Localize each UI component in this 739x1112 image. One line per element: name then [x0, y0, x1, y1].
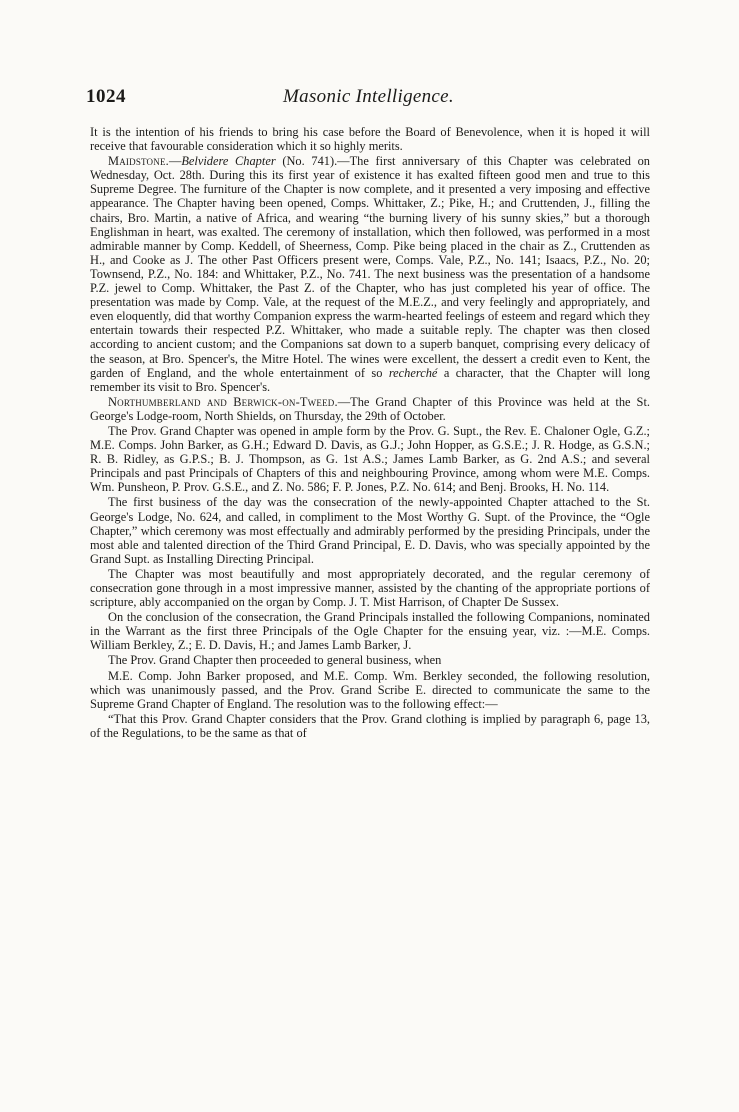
paragraph-text-after: a character, that the Chapter will long remember its visit to Bro. Spencer's.	[90, 365, 650, 394]
page-number: 1024	[86, 86, 126, 107]
running-title: Masonic Intelligence.	[283, 86, 454, 107]
place-heading-maidstone: Maidstone.	[108, 154, 169, 169]
article-body	[90, 125, 650, 741]
paragraph-resolution-proposed	[90, 669, 650, 711]
paragraph-text: The first business of the day was the consecration of the newly-appointed Chapter attached to the St. George's Lodge, No. 624, and called, in compliment to the Most Worthy G. Supt. of the Province, the “Ogle Chapter,” which ceremony was most effectually and admirably performed by the presiding Principals, under the most able and talented direction of the Third Grand Principal, E. D. Davis, who was specially appointed by the Grand Supt. as Installing Directing Principal.	[90, 495, 650, 566]
place-heading-northumberland: Northumberland and Berwick-on-Tweed.	[108, 394, 338, 409]
paragraph-case-benevolence	[90, 125, 650, 153]
paragraph-consecration	[90, 495, 650, 565]
paragraph-prov-grand-chapter-opened	[90, 424, 650, 494]
paragraph-text: The Prov. Grand Chapter was opened in ample form by the Prov. G. Supt., the Rev. E. Chaloner Ogle, G.Z.; M.E. Comps. John Barker, as G.H.; Edward D. Davis, as G.J.; John Hopper, as G.S.E.; J. R. Hodge, as G.S.N.; R. B. Ridley, as G.P.S.; B. J. Thompson, as G. 1st A.S.; James Lamb Barker, as G. 2nd A.S.; and several Principals and past Principals of Chapters of this and neighbouring Province, among whom were M.E. Comps. Wm. Punsheon, P. Prov. G.S.E., and Z. No. 586; F. P. Jones, P.Z. No. 614; and Benj. Brooks, H. No. 114.	[90, 423, 650, 495]
paragraph-text: M.E. Comp. John Barker proposed, and M.E. Comp. Wm. Berkley seconded, the following resolution, which was unanimously passed, and the Prov. Grand Scribe E. directed to communicate the same to the Supreme Grand Chapter of England. The resolution was to the following effect:—	[90, 668, 650, 711]
running-head	[86, 86, 651, 110]
paragraph-text: —The Grand Chapter of this Province was held at the St. George's Lodge-room, North Shields, on Thursday, the 29th of October.	[90, 394, 650, 423]
paragraph-resolution-text	[90, 712, 650, 740]
paragraph-text: “That this Prov. Grand Chapter considers that the Prov. Grand clothing is implied by paragraph 6, page 13, of the Regulations, to be the same as that of	[90, 711, 650, 740]
chapter-name-belvidere: Belvidere Chapter	[181, 154, 276, 169]
lead-separator: —	[168, 154, 182, 169]
paragraph-text: On the conclusion of the consecration, the Grand Principals installed the following Companions, nominated in the Warrant as the first three Principals of the Ogle Chapter for the ensuing year, viz. :—M.E. Comps. William Berkley, Z.; E. D. Davis, H.; and James Lamb Barker, J.	[90, 610, 650, 653]
paragraph-general-business	[90, 653, 650, 667]
paragraph-installation	[90, 610, 650, 652]
paragraph-maidstone	[90, 154, 650, 394]
paragraph-text: (No. 741).—The first anniversary of this Chapter was celebrated on Wednesday, Oct. 28th. During this its first year of existence it has exalted fifteen good men and true to this Supreme Degree. The furniture of the Chapter is now complete, and it presented a very imposing and effective appearance. The Chapter having been opened, Comps. Whittaker, Z.; Pike, H.; and Cruttenden, J., filling the chairs, Bro. Martin, a native of Africa, and wearing “the burning livery of his sunny skies,” but a thorough Englishman in heart, was exalted. The ceremony of installation, which then followed, was performed in a most admirable manner by Comp. Keddell, of Sheerness, Comp. Pike being placed in the chair as Z., Cruttenden as H., and Cooke as J. The other Past Officers present were, Comps. Vale, P.Z., No. 141; Isaacs, P.Z., No. 20; Townsend, P.Z., No. 184: and Whittaker, P.Z., No. 741. The next business was the presentation of a handsome P.Z. jewel to Comp. Whittaker, the Past Z. of the Chapter, who has just completed his year of office. The presentation was made by Comp. Vale, at the request of the M.E.Z., and very feelingly and appropriately, and even eloquently, did that worthy Companion express the warm-hearted feelings of esteem and regard which they entertain towards their respected P.Z. Whittaker, who made a suitable reply. The chapter was then closed according to ancient custom; and the Companions sat down to a superb banquet, comprising every delicacy of the season, at Bro. Spencer's, the Mitre Hotel. The wines were excellent, the dessert a credit even to Kent, the garden of England, and the whole entertainment of so	[90, 154, 650, 380]
paragraph-northumberland	[90, 395, 650, 423]
paragraph-text: The Chapter was most beautifully and most appropriately decorated, and the regular ceremony of consecration gone through in a most impressive manner, assisted by the chanting of the appropriate portions of scripture, ably accompanied on the organ by Comp. J. T. Mist Harrison, of Chapter De Sussex.	[90, 566, 650, 610]
paragraph-text: It is the intention of his friends to bring his case before the Board of Benevolence, when it is hoped it will receive that favourable consideration which it so highly merits.	[90, 125, 650, 154]
paragraph-italic-word: recherché	[388, 365, 438, 380]
paragraph-decoration	[90, 567, 650, 609]
paragraph-text: The Prov. Grand Chapter then proceeded to general business, when	[108, 653, 442, 668]
